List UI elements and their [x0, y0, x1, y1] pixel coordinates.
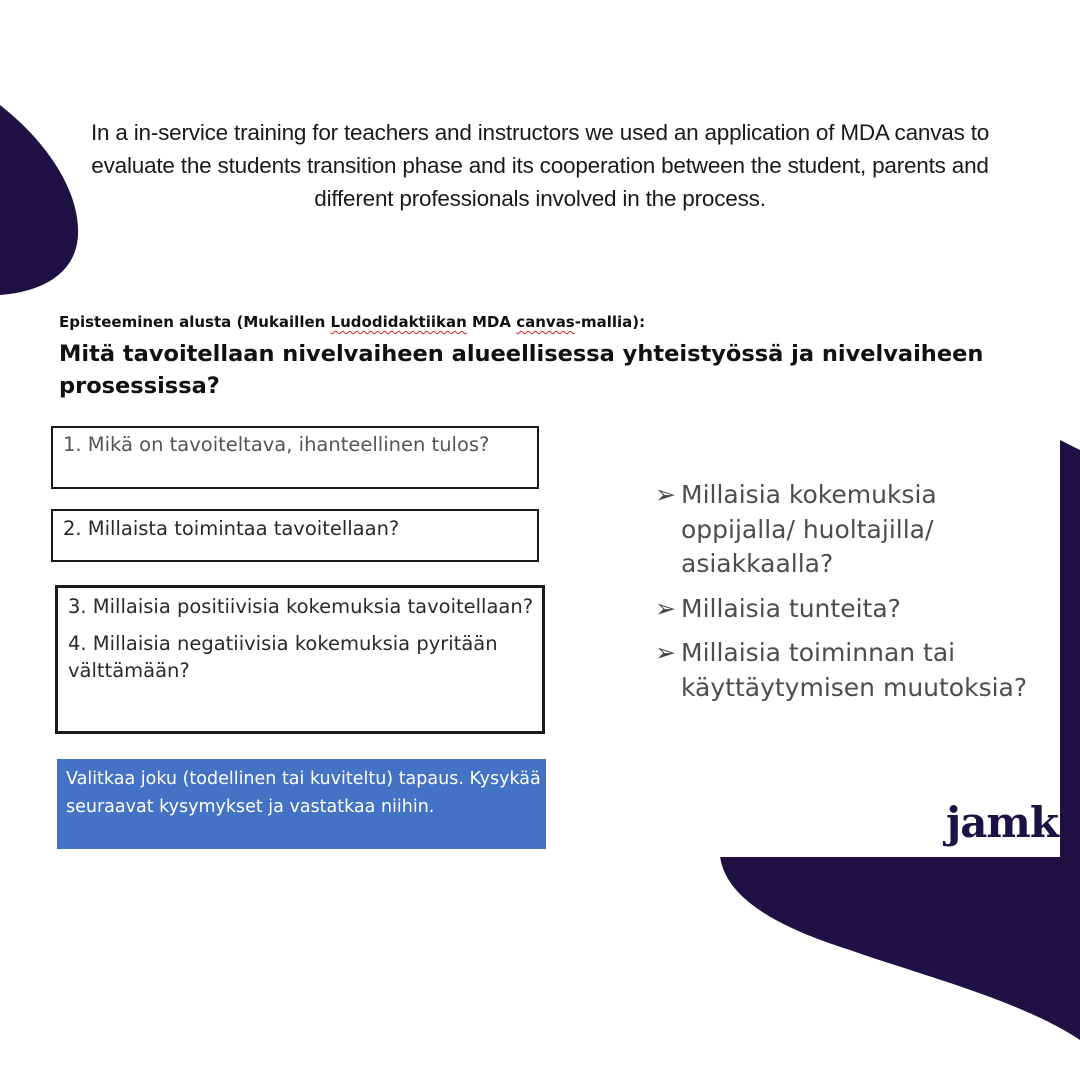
arrow-bullet-icon: ➢ — [655, 480, 676, 509]
list-item: ➢ Millaisia kokemuksia oppijalla/ huoltajilla/ asiakkaalla? — [655, 480, 937, 578]
slide-screenshot — [40, 295, 1060, 857]
jamk-logo: jamk — [946, 798, 1058, 847]
question-2: 2. Millaista toimintaa tavoitellaan? — [63, 517, 400, 540]
bullet-list — [655, 478, 1055, 715]
question-3: 3. Millaisia positiivisia kokemuksia tavoitellaan? — [68, 595, 534, 618]
question-box-1 — [51, 426, 539, 489]
slide-title: Mitä tavoitellaan nivelvaiheen alueellisessa yhteistyössä ja nivelvaiheen prosessissa? — [59, 341, 984, 399]
question-1: 1. Mikä on tavoiteltava, ihanteellinen tulos? — [63, 433, 490, 456]
question-4: 4. Millaisia negatiivisia kokemuksia pyritään välttämään? — [68, 632, 498, 682]
question-box-3-4 — [55, 585, 545, 734]
slide-subtitle: Episteeminen alusta (Mukaillen Ludodidaktiikan MDA canvas-mallia): — [59, 313, 646, 331]
arrow-bullet-icon: ➢ — [655, 593, 676, 623]
list-item: ➢ Millaisia tunteita? — [655, 592, 1055, 627]
arrow-bullet-icon: ➢ — [655, 638, 676, 667]
instruction-box: Valitkaa joku (todellinen tai kuviteltu) tapaus. Kysykää seuraavat kysymykset ja vastatkaa niihin. — [57, 759, 546, 849]
question-box-2 — [51, 509, 539, 562]
list-item: ➢ Millaisia toiminnan tai käyttäytymisen muutoksia? — [655, 638, 1028, 702]
intro-text: In a in-service training for teachers and instructors we used an application of MDA canvas to evaluate the students transition phase and its cooperation between the student, parents and different professionals involved in the process. — [90, 120, 990, 211]
